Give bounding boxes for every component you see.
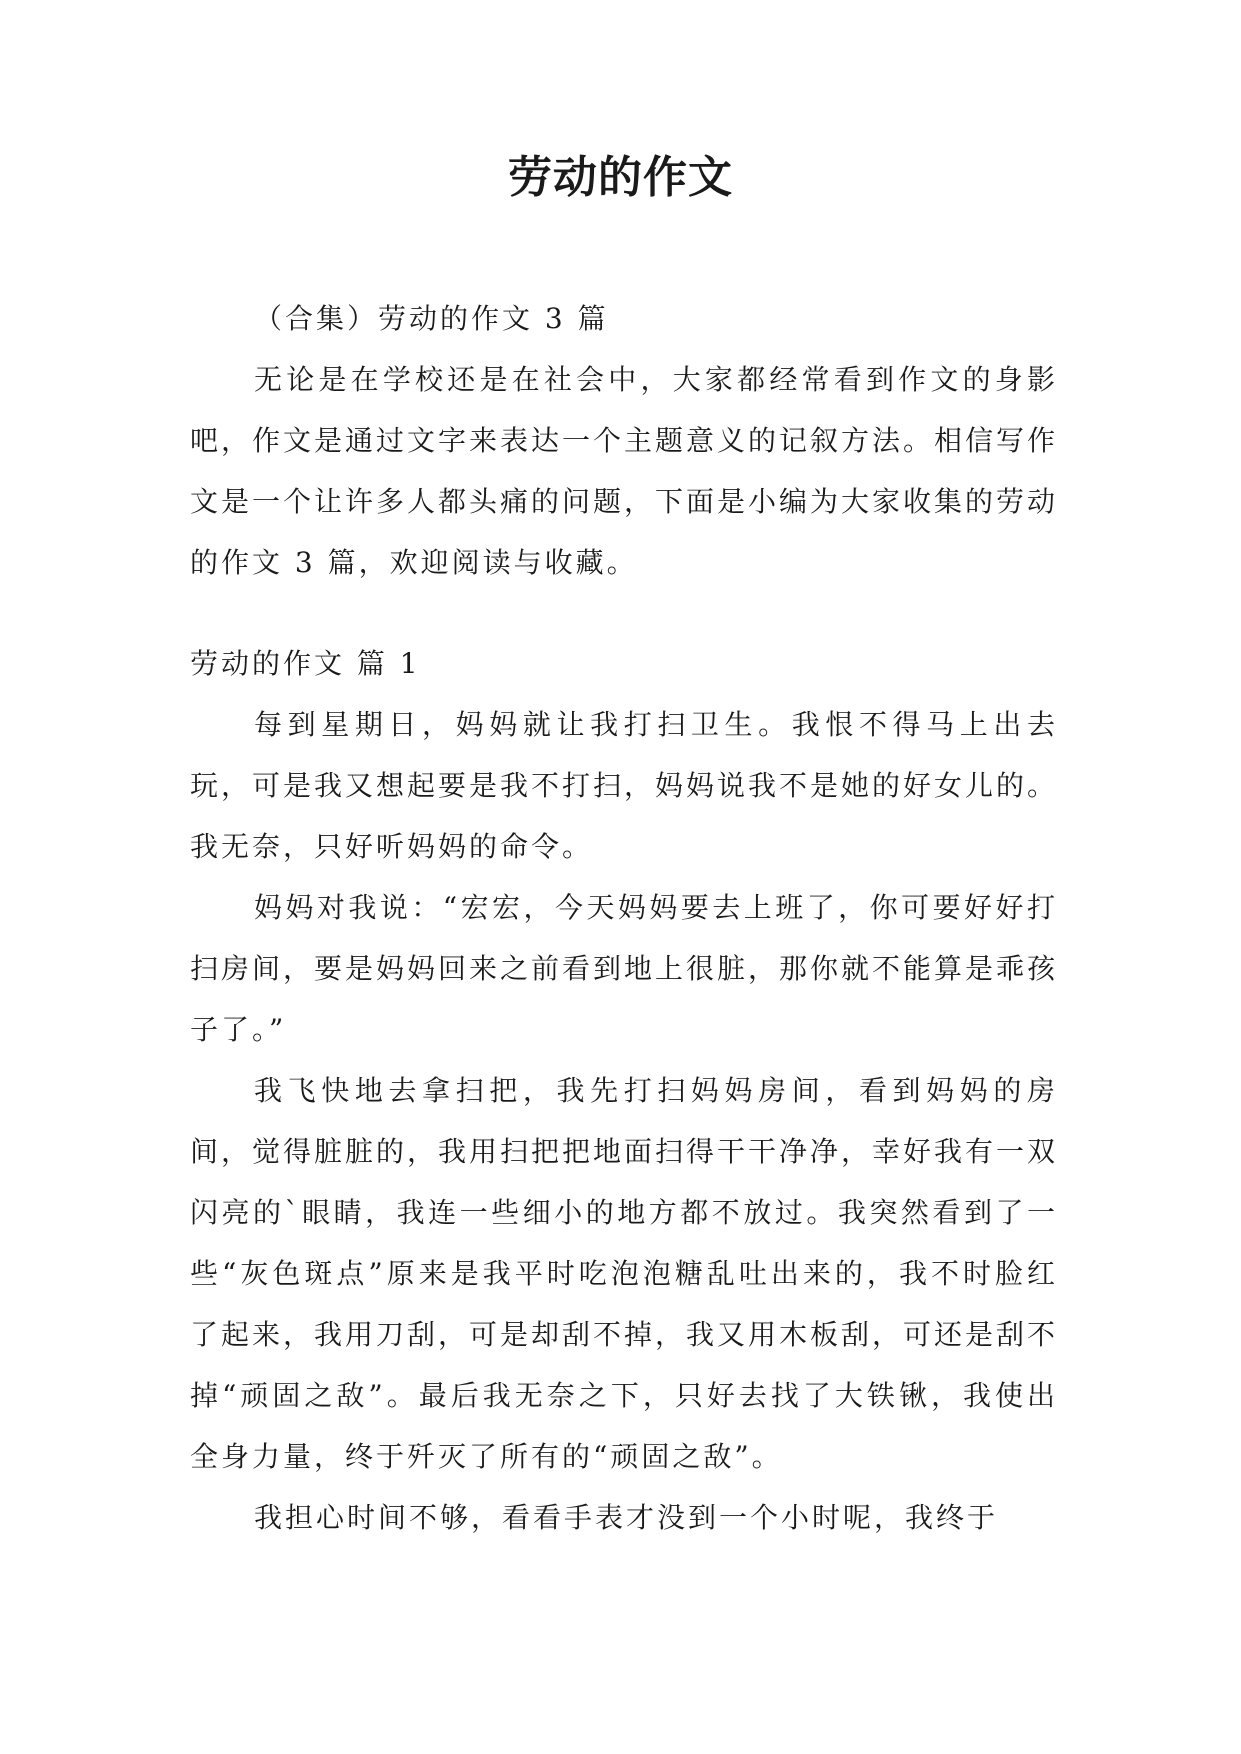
body-paragraph: 我担心时间不够，看看手表才没到一个小时呢，我终于 bbox=[254, 1501, 999, 1534]
intro-paragraph: 无论是在学校还是在社会中，大家都经常看到作文的身影吧，作文是通过文字来表达一个主题意义的记叙方法。相信写作文是一个让许多人都头痛的问题，下面是小编为大家收集的劳动的作文 3 篇，欢迎阅读与收藏。 bbox=[190, 363, 1059, 579]
document-subtitle: （合集）劳动的作文 3 篇 bbox=[254, 302, 609, 335]
body-paragraph: 每到星期日，妈妈就让我打扫卫生。我恨不得马上出去玩，可是我又想起要是我不打扫，妈妈说我不是她的好女儿的。我无奈，只好听妈妈的命令。 bbox=[190, 708, 1059, 863]
section-spacer bbox=[190, 593, 1058, 633]
body-paragraph: 妈妈对我说：“宏宏，今天妈妈要去上班了，你可要好好打扫房间，要是妈妈回来之前看到地上很脏，那你就不能算是乖孩子了。” bbox=[190, 891, 1059, 1046]
section-heading: 劳动的作文 篇 1 bbox=[190, 647, 421, 680]
body-paragraph: 我飞快地去拿扫把，我先打扫妈妈房间，看到妈妈的房间，觉得脏脏的，我用扫把把地面扫得干干净净，幸好我有一双闪亮的`眼睛，我连一些细小的地方都不放过。我突然看到了一些“灰色斑点”原来是我平时吃泡泡糖乱吐出来的，我不时脸红了起来，我用刀刮，可是却刮不掉，我又用木板刮，可还是刮不掉“顽固之敌”。最后我无奈之下，只好去找了大铁锹，我使出全身力量，终于歼灭了所有的“顽固之敌”。 bbox=[190, 1074, 1059, 1473]
document-body bbox=[190, 288, 1058, 1548]
document-title: 劳动的作文 bbox=[508, 152, 733, 203]
